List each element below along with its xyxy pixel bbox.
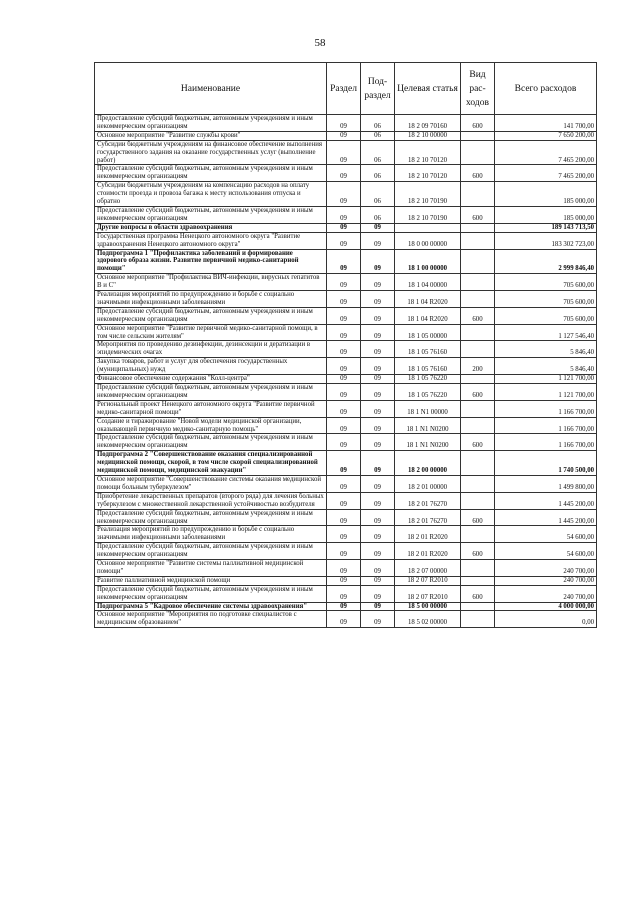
cell-name: Реализация мероприятий по предупреждению и борьбе с социально значимыми инфекционными заболеваниями <box>95 291 327 308</box>
cell-section: 09 <box>327 341 361 358</box>
header-total: Всего расходов <box>495 63 597 115</box>
cell-name: Государственная программа Ненецкого автономного округа "Развитие здравоохранения Ненецкого автономного округа" <box>95 232 327 249</box>
cell-expense-type: 600 <box>461 165 495 182</box>
table-row <box>95 576 597 585</box>
cell-name: Предоставление субсидий бюджетным, автономным учреждениям и иным некоммерческим организациям <box>95 509 327 526</box>
table-header-row <box>95 63 597 115</box>
cell-section: 09 <box>327 291 361 308</box>
cell-subsection: 09 <box>361 375 395 384</box>
cell-section: 09 <box>327 451 361 476</box>
cell-expense-type <box>461 274 495 291</box>
cell-subsection: 09 <box>361 560 395 577</box>
cell-target: 18 2 00 00000 <box>395 451 461 476</box>
table-row <box>95 165 597 182</box>
cell-name: Приобретение лекарственных препаратов (второго ряда) для лечения больных туберкулезом с множественной лекарственной устойчивостью возбудителя <box>95 492 327 509</box>
cell-target: 18 2 10 70190 <box>395 206 461 223</box>
cell-total: 240 700,00 <box>495 560 597 577</box>
cell-name: Предоставление субсидий бюджетным, автономным учреждениям и иным некоммерческим организациям <box>95 434 327 451</box>
cell-target: 18 1 04 R2020 <box>395 307 461 324</box>
table-row <box>95 182 597 207</box>
cell-total: 2 999 846,40 <box>495 249 597 274</box>
cell-target: 18 5 02 00000 <box>395 611 461 628</box>
cell-target: 18 1 05 76160 <box>395 358 461 375</box>
cell-target: 18 2 01 R2020 <box>395 543 461 560</box>
cell-section: 09 <box>327 324 361 341</box>
cell-name: Финансовое обеспечение содержания "Колл-центра" <box>95 375 327 384</box>
cell-total: 54 600,00 <box>495 543 597 560</box>
cell-name: Подпрограмма 5 "Кадровое обеспечение системы здравоохранения" <box>95 602 327 611</box>
cell-section: 09 <box>327 115 361 132</box>
table-row <box>95 324 597 341</box>
table-row <box>95 358 597 375</box>
cell-expense-type <box>461 576 495 585</box>
cell-section: 09 <box>327 526 361 543</box>
cell-target: 18 1 N1 N0200 <box>395 434 461 451</box>
cell-section: 09 <box>327 140 361 165</box>
cell-subsection: 06 <box>361 206 395 223</box>
cell-expense-type <box>461 324 495 341</box>
cell-section: 09 <box>327 560 361 577</box>
cell-subsection: 09 <box>361 602 395 611</box>
cell-target: 18 2 01 76270 <box>395 492 461 509</box>
cell-subsection: 09 <box>361 475 395 492</box>
header-target: Целевая статья <box>395 63 461 115</box>
header-section: Раздел <box>327 63 361 115</box>
table-row <box>95 206 597 223</box>
cell-section: 09 <box>327 400 361 417</box>
cell-section: 09 <box>327 307 361 324</box>
cell-section: 09 <box>327 509 361 526</box>
cell-name: Основное мероприятие "Профилактика ВИЧ-инфекции, вирусных гепатитов В и С" <box>95 274 327 291</box>
page-number: 58 <box>314 37 326 49</box>
table-row <box>95 492 597 509</box>
cell-subsection: 09 <box>361 341 395 358</box>
cell-expense-type: 600 <box>461 543 495 560</box>
cell-total: 185 000,00 <box>495 182 597 207</box>
cell-total: 0,00 <box>495 611 597 628</box>
cell-subsection: 09 <box>361 291 395 308</box>
cell-expense-type <box>461 451 495 476</box>
table-row <box>95 417 597 434</box>
table-row <box>95 560 597 577</box>
cell-expense-type <box>461 182 495 207</box>
cell-expense-type <box>461 291 495 308</box>
cell-subsection: 06 <box>361 165 395 182</box>
table-row <box>95 434 597 451</box>
cell-expense-type <box>461 611 495 628</box>
table-row <box>95 543 597 560</box>
cell-expense-type <box>461 560 495 577</box>
header-expense-type: Вид рас-ходов <box>461 63 495 115</box>
cell-target: 18 2 10 00000 <box>395 131 461 140</box>
cell-subsection: 09 <box>361 543 395 560</box>
table-row <box>95 585 597 602</box>
cell-expense-type <box>461 249 495 274</box>
cell-section: 09 <box>327 576 361 585</box>
cell-section: 09 <box>327 384 361 401</box>
cell-expense-type <box>461 526 495 543</box>
cell-total: 1 121 700,00 <box>495 375 597 384</box>
cell-name: Другие вопросы в области здравоохранения <box>95 223 327 232</box>
cell-subsection: 06 <box>361 115 395 132</box>
cell-name: Подпрограмма 1 "Профилактика заболеваний и формирование здорового образа жизни. Развитие первичной медико-санитарной помощи" <box>95 249 327 274</box>
cell-total: 7 465 200,00 <box>495 140 597 165</box>
cell-name: Основное мероприятие "Развитие службы крови" <box>95 131 327 140</box>
cell-name: Реализация мероприятий по предупреждению и борьбе с социально значимыми инфекционными заболеваниями <box>95 526 327 543</box>
cell-section: 09 <box>327 585 361 602</box>
cell-section: 09 <box>327 417 361 434</box>
cell-total: 1 166 700,00 <box>495 434 597 451</box>
cell-subsection: 06 <box>361 140 395 165</box>
cell-total: 7 650 200,00 <box>495 131 597 140</box>
cell-name: Субсидии бюджетным учреждениям на финансовое обеспечение выполнения государственного задания на оказание государственных услуг (выполнение работ) <box>95 140 327 165</box>
cell-total: 141 700,00 <box>495 115 597 132</box>
table-row <box>95 475 597 492</box>
cell-subsection: 09 <box>361 417 395 434</box>
cell-section: 09 <box>327 602 361 611</box>
cell-target: 18 5 00 00000 <box>395 602 461 611</box>
cell-name: Региональный проект Ненецкого автономного округа "Развитие первичной медико-санитарной помощи" <box>95 400 327 417</box>
cell-expense-type <box>461 417 495 434</box>
cell-target: 18 2 10 70190 <box>395 182 461 207</box>
cell-subsection: 09 <box>361 611 395 628</box>
cell-target: 18 2 01 00000 <box>395 475 461 492</box>
cell-section: 09 <box>327 232 361 249</box>
table-row <box>95 131 597 140</box>
table-row <box>95 115 597 132</box>
cell-section: 09 <box>327 206 361 223</box>
cell-total: 1 121 700,00 <box>495 384 597 401</box>
cell-subsection: 09 <box>361 249 395 274</box>
cell-total: 7 465 200,00 <box>495 165 597 182</box>
cell-expense-type <box>461 140 495 165</box>
cell-section: 09 <box>327 165 361 182</box>
cell-name: Создание и тиражирование "Новой модели медицинской организации, оказывающей первичную медико-санитарную помощь" <box>95 417 327 434</box>
cell-section: 09 <box>327 274 361 291</box>
cell-target: 18 2 07 R2010 <box>395 576 461 585</box>
cell-name: Подпрограмма 2 "Совершенствование оказания специализированной медицинской помощи, скорой, в том числе скорой специализированной медицинской помощи, медицинской эвакуации" <box>95 451 327 476</box>
cell-section: 09 <box>327 358 361 375</box>
cell-expense-type <box>461 400 495 417</box>
cell-section: 09 <box>327 131 361 140</box>
cell-name: Основное мероприятие "Развитие системы паллиативной медицинской помощи" <box>95 560 327 577</box>
table-row <box>95 232 597 249</box>
cell-total: 1 127 546,40 <box>495 324 597 341</box>
cell-target: 18 1 05 76220 <box>395 375 461 384</box>
cell-target: 18 1 05 76160 <box>395 341 461 358</box>
table-row <box>95 375 597 384</box>
cell-expense-type <box>461 232 495 249</box>
cell-subsection: 09 <box>361 232 395 249</box>
cell-subsection: 09 <box>361 526 395 543</box>
cell-total: 1 166 700,00 <box>495 400 597 417</box>
cell-expense-type <box>461 341 495 358</box>
cell-target: 18 2 10 70120 <box>395 165 461 182</box>
table-row <box>95 341 597 358</box>
cell-target: 18 1 04 00000 <box>395 274 461 291</box>
cell-target <box>395 223 461 232</box>
cell-name: Предоставление субсидий бюджетным, автономным учреждениям и иным некоммерческим организациям <box>95 543 327 560</box>
cell-subsection: 09 <box>361 492 395 509</box>
cell-subsection: 09 <box>361 451 395 476</box>
cell-subsection: 09 <box>361 585 395 602</box>
cell-total: 1 445 200,00 <box>495 509 597 526</box>
cell-name: Закупка товаров, работ и услуг для обеспечения государственных (муниципальных) нужд <box>95 358 327 375</box>
cell-target: 18 2 09 70160 <box>395 115 461 132</box>
cell-total: 1 740 500,00 <box>495 451 597 476</box>
cell-section: 09 <box>327 543 361 560</box>
cell-expense-type <box>461 602 495 611</box>
cell-target: 18 1 05 00000 <box>395 324 461 341</box>
table-row <box>95 384 597 401</box>
cell-subsection: 09 <box>361 576 395 585</box>
table-row <box>95 223 597 232</box>
cell-name: Развитие паллиативной медицинской помощи <box>95 576 327 585</box>
cell-subsection: 06 <box>361 182 395 207</box>
table-row <box>95 509 597 526</box>
cell-section: 09 <box>327 492 361 509</box>
cell-expense-type <box>461 475 495 492</box>
cell-section: 09 <box>327 223 361 232</box>
cell-expense-type <box>461 375 495 384</box>
cell-expense-type <box>461 223 495 232</box>
cell-total: 183 302 723,00 <box>495 232 597 249</box>
cell-name: Предоставление субсидий бюджетным, автономным учреждениям и иным некоммерческим организациям <box>95 115 327 132</box>
cell-section: 09 <box>327 434 361 451</box>
table-row <box>95 400 597 417</box>
cell-total: 705 600,00 <box>495 274 597 291</box>
cell-total: 1 445 200,00 <box>495 492 597 509</box>
table-body <box>95 115 597 628</box>
cell-target: 18 2 07 00000 <box>395 560 461 577</box>
cell-total: 185 000,00 <box>495 206 597 223</box>
cell-target: 18 2 01 R2020 <box>395 526 461 543</box>
cell-subsection: 09 <box>361 223 395 232</box>
cell-target: 18 1 00 00000 <box>395 249 461 274</box>
cell-total: 54 600,00 <box>495 526 597 543</box>
cell-subsection: 06 <box>361 131 395 140</box>
cell-subsection: 09 <box>361 307 395 324</box>
cell-name: Предоставление субсидий бюджетным, автономным учреждениям и иным некоммерческим организациям <box>95 384 327 401</box>
cell-expense-type: 600 <box>461 509 495 526</box>
cell-total: 240 700,00 <box>495 585 597 602</box>
cell-subsection: 09 <box>361 324 395 341</box>
cell-expense-type <box>461 492 495 509</box>
header-name: Наименование <box>95 63 327 115</box>
cell-subsection: 09 <box>361 434 395 451</box>
cell-target: 18 0 00 00000 <box>395 232 461 249</box>
cell-subsection: 09 <box>361 509 395 526</box>
cell-subsection: 09 <box>361 274 395 291</box>
cell-total: 189 143 713,50 <box>495 223 597 232</box>
cell-target: 18 1 04 R2020 <box>395 291 461 308</box>
cell-total: 705 600,00 <box>495 307 597 324</box>
cell-name: Предоставление субсидий бюджетным, автономным учреждениям и иным некоммерческим организациям <box>95 206 327 223</box>
cell-target: 18 2 10 70120 <box>395 140 461 165</box>
cell-target: 18 2 07 R2010 <box>395 585 461 602</box>
cell-target: 18 1 05 76220 <box>395 384 461 401</box>
cell-target: 18 2 01 76270 <box>395 509 461 526</box>
cell-total: 5 846,40 <box>495 358 597 375</box>
cell-section: 09 <box>327 475 361 492</box>
cell-section: 09 <box>327 182 361 207</box>
cell-name: Предоставление субсидий бюджетным, автономным учреждениям и иным некоммерческим организациям <box>95 585 327 602</box>
cell-name: Основное мероприятие "Развитие первичной медико-санитарной помощи, в том числе сельским жителям" <box>95 324 327 341</box>
table-row <box>95 451 597 476</box>
cell-subsection: 09 <box>361 358 395 375</box>
cell-total: 240 700,00 <box>495 576 597 585</box>
cell-section: 09 <box>327 611 361 628</box>
table-row <box>95 249 597 274</box>
table-row <box>95 140 597 165</box>
cell-expense-type: 600 <box>461 384 495 401</box>
cell-name: Основное мероприятие "Мероприятия по подготовке специалистов с медицинским образованием" <box>95 611 327 628</box>
header-subsection: Под-раздел <box>361 63 395 115</box>
cell-total: 5 846,40 <box>495 341 597 358</box>
cell-total: 1 499 800,00 <box>495 475 597 492</box>
table-row <box>95 274 597 291</box>
cell-expense-type: 600 <box>461 307 495 324</box>
table-row <box>95 611 597 628</box>
cell-subsection: 09 <box>361 384 395 401</box>
budget-table <box>94 62 597 628</box>
cell-total: 4 000 000,00 <box>495 602 597 611</box>
cell-name: Субсидии бюджетным учреждениям на компенсацию расходов на оплату стоимости проезда и провоза багажа к месту использования отпуска и обратно <box>95 182 327 207</box>
cell-expense-type: 200 <box>461 358 495 375</box>
cell-name: Предоставление субсидий бюджетным, автономным учреждениям и иным некоммерческим организациям <box>95 165 327 182</box>
cell-target: 18 1 N1 00000 <box>395 400 461 417</box>
cell-section: 09 <box>327 249 361 274</box>
cell-expense-type <box>461 131 495 140</box>
cell-expense-type: 600 <box>461 206 495 223</box>
cell-expense-type: 600 <box>461 434 495 451</box>
cell-total: 705 600,00 <box>495 291 597 308</box>
table-row <box>95 602 597 611</box>
table-row <box>95 307 597 324</box>
cell-section: 09 <box>327 375 361 384</box>
cell-subsection: 09 <box>361 400 395 417</box>
cell-expense-type: 600 <box>461 115 495 132</box>
cell-name: Основное мероприятие "Совершенствование системы оказания медицинской помощи больным туберкулезом" <box>95 475 327 492</box>
cell-name: Мероприятия по проведению дезинфекции, дезинсекции и дератизации в эпидемических очагах <box>95 341 327 358</box>
cell-total: 1 166 700,00 <box>495 417 597 434</box>
cell-expense-type: 600 <box>461 585 495 602</box>
table-row <box>95 526 597 543</box>
table-row <box>95 291 597 308</box>
cell-name: Предоставление субсидий бюджетным, автономным учреждениям и иным некоммерческим организациям <box>95 307 327 324</box>
cell-target: 18 1 N1 N0200 <box>395 417 461 434</box>
